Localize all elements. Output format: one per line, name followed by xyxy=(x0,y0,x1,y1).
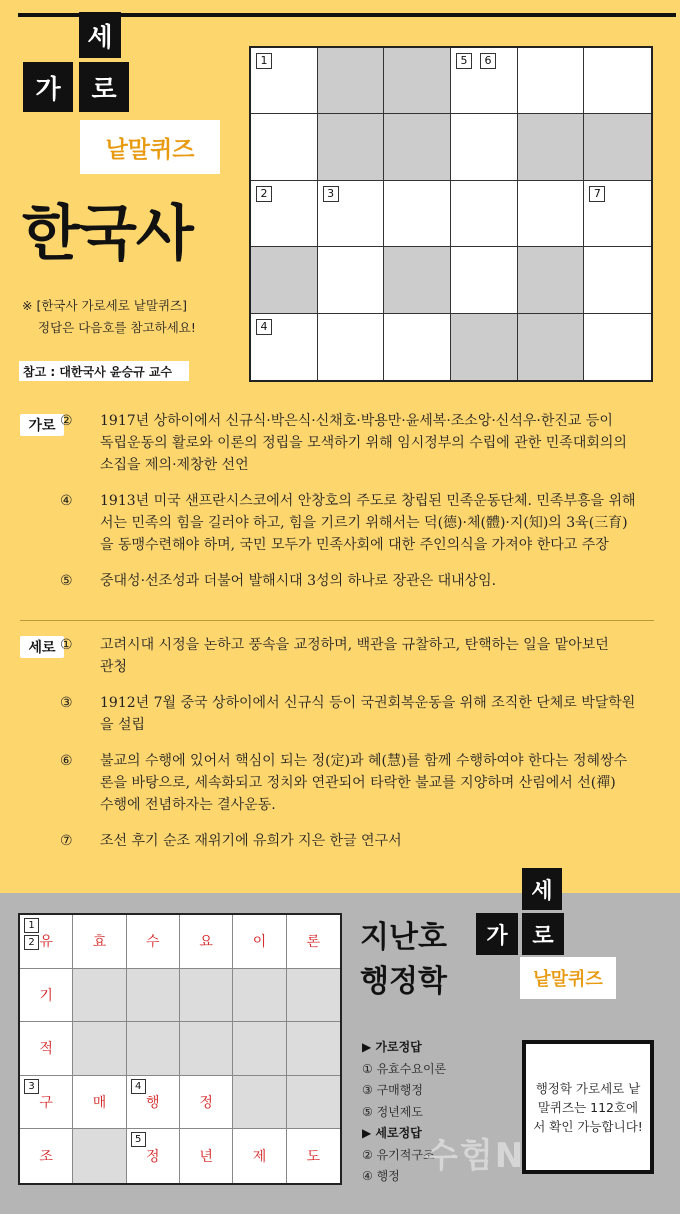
clue-text: 을 동맹수련해야 하며, 국민 모두가 민족사회에 대한 주인의식을 가져야 한다고 주장 xyxy=(100,537,609,553)
clue-mark: ⑦ xyxy=(60,833,73,849)
answer-number: 1 xyxy=(24,918,39,933)
answer-number: 3 xyxy=(24,1079,39,1094)
answer-cell xyxy=(287,1129,340,1183)
clue-text: 론을 바탕으로, 세속화되고 정치와 연관되어 타락한 불교를 지양하며 산림에서 선(禪) xyxy=(100,775,616,791)
prev-subtitle-box: 낱말퀴즈 xyxy=(520,957,616,999)
answer-cell xyxy=(127,1022,180,1076)
prev-ro-block: 로 xyxy=(522,913,564,955)
answer-cell xyxy=(20,1076,73,1130)
grid-cell xyxy=(384,247,451,313)
clue-text: 중대성·선조성과 더불어 발해시대 3성의 하나로 장관은 대내상임. xyxy=(100,573,497,589)
clue-number: 1 xyxy=(256,53,272,69)
title-ro-block: 로 xyxy=(79,62,129,112)
answer-char: 구 xyxy=(39,1095,53,1112)
answer-char: 조 xyxy=(39,1149,53,1166)
grid-cell xyxy=(384,114,451,180)
answer-cell xyxy=(180,915,233,969)
grid-cell xyxy=(384,48,451,114)
answer-cell xyxy=(127,969,180,1023)
clue-mark: ③ xyxy=(60,695,73,711)
clue-text: 1912년 7월 중국 상하이에서 신규식 등이 국권회복운동을 위해 조직한 단체로 박달학원 xyxy=(100,695,636,711)
grid-cell[interactable] xyxy=(384,314,451,380)
title-se-block: 세 xyxy=(79,12,121,58)
clue-text: 을 설립 xyxy=(100,717,146,733)
clue-text: 조선 후기 순조 재위기에 유희가 지은 한글 연구서 xyxy=(100,833,402,849)
clue-number: 7 xyxy=(589,186,605,202)
answer-number: 2 xyxy=(24,935,39,950)
across-clue xyxy=(60,570,660,592)
answer-cell xyxy=(233,1022,286,1076)
answer-char: 도 xyxy=(306,1149,321,1166)
answer-cell xyxy=(180,1129,233,1183)
clue-mark: ④ xyxy=(60,493,73,509)
across-clue xyxy=(60,410,660,476)
grid-cell[interactable] xyxy=(451,247,518,313)
clue-number: 2 xyxy=(256,186,272,202)
answer-cell xyxy=(233,915,286,969)
grid-cell[interactable] xyxy=(251,314,318,380)
answer-heading: ▶ 가로정답 xyxy=(362,1040,422,1054)
answer-cell xyxy=(233,1076,286,1130)
answer-cell xyxy=(233,1129,286,1183)
clue-divider xyxy=(20,620,654,621)
grid-cell[interactable] xyxy=(451,48,518,114)
grid-cell[interactable] xyxy=(451,114,518,180)
grid-cell[interactable] xyxy=(384,181,451,247)
subtitle-box: 낱말퀴즈 xyxy=(80,120,220,174)
answer-cell xyxy=(73,915,126,969)
grid-cell xyxy=(518,247,585,313)
answer-cell xyxy=(127,915,180,969)
down-clue xyxy=(60,634,660,678)
clue-number: 5 xyxy=(456,53,472,69)
grid-cell[interactable] xyxy=(518,48,585,114)
previous-grid xyxy=(18,913,342,1185)
answer-cell xyxy=(233,969,286,1023)
answer-char: 이 xyxy=(252,934,267,951)
grid-cell[interactable] xyxy=(584,48,651,114)
down-clue xyxy=(60,750,660,816)
clue-text: 서는 민족의 힘을 길러야 하고, 힘을 기르기 위해서는 덕(德)·체(體)·지(知)의 3육(三育) xyxy=(100,515,628,531)
answer-char: 제 xyxy=(252,1149,267,1166)
clue-text: 1917년 상하이에서 신규식·박은식·신채호·박용만·윤세복·조소앙·신석우·한진교 등이 xyxy=(100,413,613,429)
answer-char: 론 xyxy=(306,934,321,951)
answer-cell xyxy=(73,969,126,1023)
answer-char: 매 xyxy=(92,1095,107,1112)
grid-cell xyxy=(251,247,318,313)
crossword-grid[interactable] xyxy=(249,46,653,382)
clue-number: 4 xyxy=(256,319,272,335)
clue-mark: ⑥ xyxy=(60,753,73,769)
answer-char: 행 xyxy=(146,1095,160,1112)
answer-cell xyxy=(127,1129,180,1183)
answer-number: 5 xyxy=(131,1132,146,1147)
down-clues xyxy=(60,634,660,866)
answer-char: 적 xyxy=(39,1041,53,1058)
reference-label: 참고 : 대한국사 윤승규 교수 xyxy=(19,361,189,381)
grid-cell xyxy=(518,114,585,180)
answer-cell xyxy=(73,1076,126,1130)
answer-cell xyxy=(180,1076,233,1130)
title-ga-block: 가 xyxy=(23,62,73,112)
clue-mark: ⑤ xyxy=(60,573,73,589)
prev-se-block: 세 xyxy=(522,868,562,910)
answer-cell xyxy=(20,1022,73,1076)
down-clue xyxy=(60,692,660,736)
clue-text: 불교의 수행에 있어서 핵심이 되는 정(定)과 혜(慧)를 함께 수행하여야 한다는 정혜쌍수 xyxy=(100,753,628,769)
watermark-logo: 수험NEWS xyxy=(425,1136,617,1176)
previous-subject: 행정학 xyxy=(360,964,447,999)
clue-text: 고려시대 시정을 논하고 풍속을 교정하며, 백관을 규찰하고, 탄핵하는 일을 맡아보던 xyxy=(100,637,609,653)
clue-number: 6 xyxy=(480,53,496,69)
answer-item: ① 유효수요이론 xyxy=(362,1061,447,1076)
grid-cell[interactable] xyxy=(318,314,385,380)
clue-text: 수행에 전념하자는 결사운동. xyxy=(100,797,276,813)
answer-number: 4 xyxy=(131,1079,146,1094)
grid-cell[interactable] xyxy=(318,247,385,313)
answer-cell xyxy=(20,1129,73,1183)
answer-note-sub: 정답은 다음호를 참고하세요! xyxy=(38,320,196,335)
answer-char: 유 xyxy=(39,934,53,951)
answer-char: 효 xyxy=(92,934,107,951)
grid-cell[interactable] xyxy=(451,181,518,247)
answer-item: ④ 행정 xyxy=(362,1169,400,1183)
answer-cell xyxy=(127,1076,180,1130)
grid-cell[interactable] xyxy=(251,114,318,180)
clue-text: 소집을 제의·제창한 선언 xyxy=(100,457,249,473)
down-clue xyxy=(60,830,660,852)
clue-text: 독립운동의 활로와 이론의 정립을 모색하기 위해 임시정부의 수립에 관한 민족대회의의 xyxy=(100,435,627,451)
clue-mark: ① xyxy=(60,637,73,653)
answer-cell xyxy=(287,969,340,1023)
grid-cell[interactable] xyxy=(518,181,585,247)
answer-char: 정 xyxy=(199,1095,213,1112)
answer-char: 요 xyxy=(199,934,213,951)
grid-cell xyxy=(318,114,385,180)
answer-heading: ▶ 세로정답 xyxy=(362,1126,422,1140)
previous-title: 지난호 xyxy=(360,920,447,955)
down-label: 세로 xyxy=(20,636,64,658)
answer-cell xyxy=(287,1022,340,1076)
answer-cell xyxy=(73,1129,126,1183)
answer-item: ⑤ 정년제도 xyxy=(362,1104,423,1119)
grid-cell[interactable] xyxy=(318,181,385,247)
answer-char: 년 xyxy=(199,1149,213,1166)
answer-cell xyxy=(180,969,233,1023)
grid-cell xyxy=(318,48,385,114)
clue-number: 3 xyxy=(323,186,339,202)
answer-char: 기 xyxy=(39,987,53,1004)
answer-char: 수 xyxy=(146,934,160,951)
grid-cell[interactable] xyxy=(251,48,318,114)
page-title: 한국사 xyxy=(22,199,193,269)
answer-cell xyxy=(73,1022,126,1076)
answer-cell xyxy=(20,915,73,969)
grid-cell[interactable] xyxy=(584,181,651,247)
answer-cell xyxy=(287,1076,340,1130)
answer-cell xyxy=(180,1022,233,1076)
answer-cell xyxy=(287,915,340,969)
answer-cell xyxy=(20,969,73,1023)
answer-note: ※ [한국사 가로세로 낱말퀴즈] xyxy=(22,298,187,313)
clue-text: 관청 xyxy=(100,659,128,675)
across-clues xyxy=(60,410,660,606)
grid-cell[interactable] xyxy=(584,247,651,313)
prev-ga-block: 가 xyxy=(476,913,518,955)
grid-cell xyxy=(518,314,585,380)
answer-item: ② 유기적구조 xyxy=(362,1147,435,1162)
across-clue xyxy=(60,490,660,556)
across-label: 가로 xyxy=(20,414,64,436)
grid-cell xyxy=(584,114,651,180)
grid-cell xyxy=(451,314,518,380)
answer-char: 정 xyxy=(146,1149,160,1166)
grid-cell[interactable] xyxy=(584,314,651,380)
grid-cell[interactable] xyxy=(251,181,318,247)
clue-text: 1913년 미국 샌프란시스코에서 안창호의 주도로 창립된 민족운동단체. 민족부흥을 위해 xyxy=(100,493,636,509)
answer-item: ③ 구매행정 xyxy=(362,1083,423,1097)
info-box: 행정학 가로세로 낱말퀴즈는 112호에서 확인 가능합니다! xyxy=(522,1040,654,1174)
clue-mark: ② xyxy=(60,413,73,429)
